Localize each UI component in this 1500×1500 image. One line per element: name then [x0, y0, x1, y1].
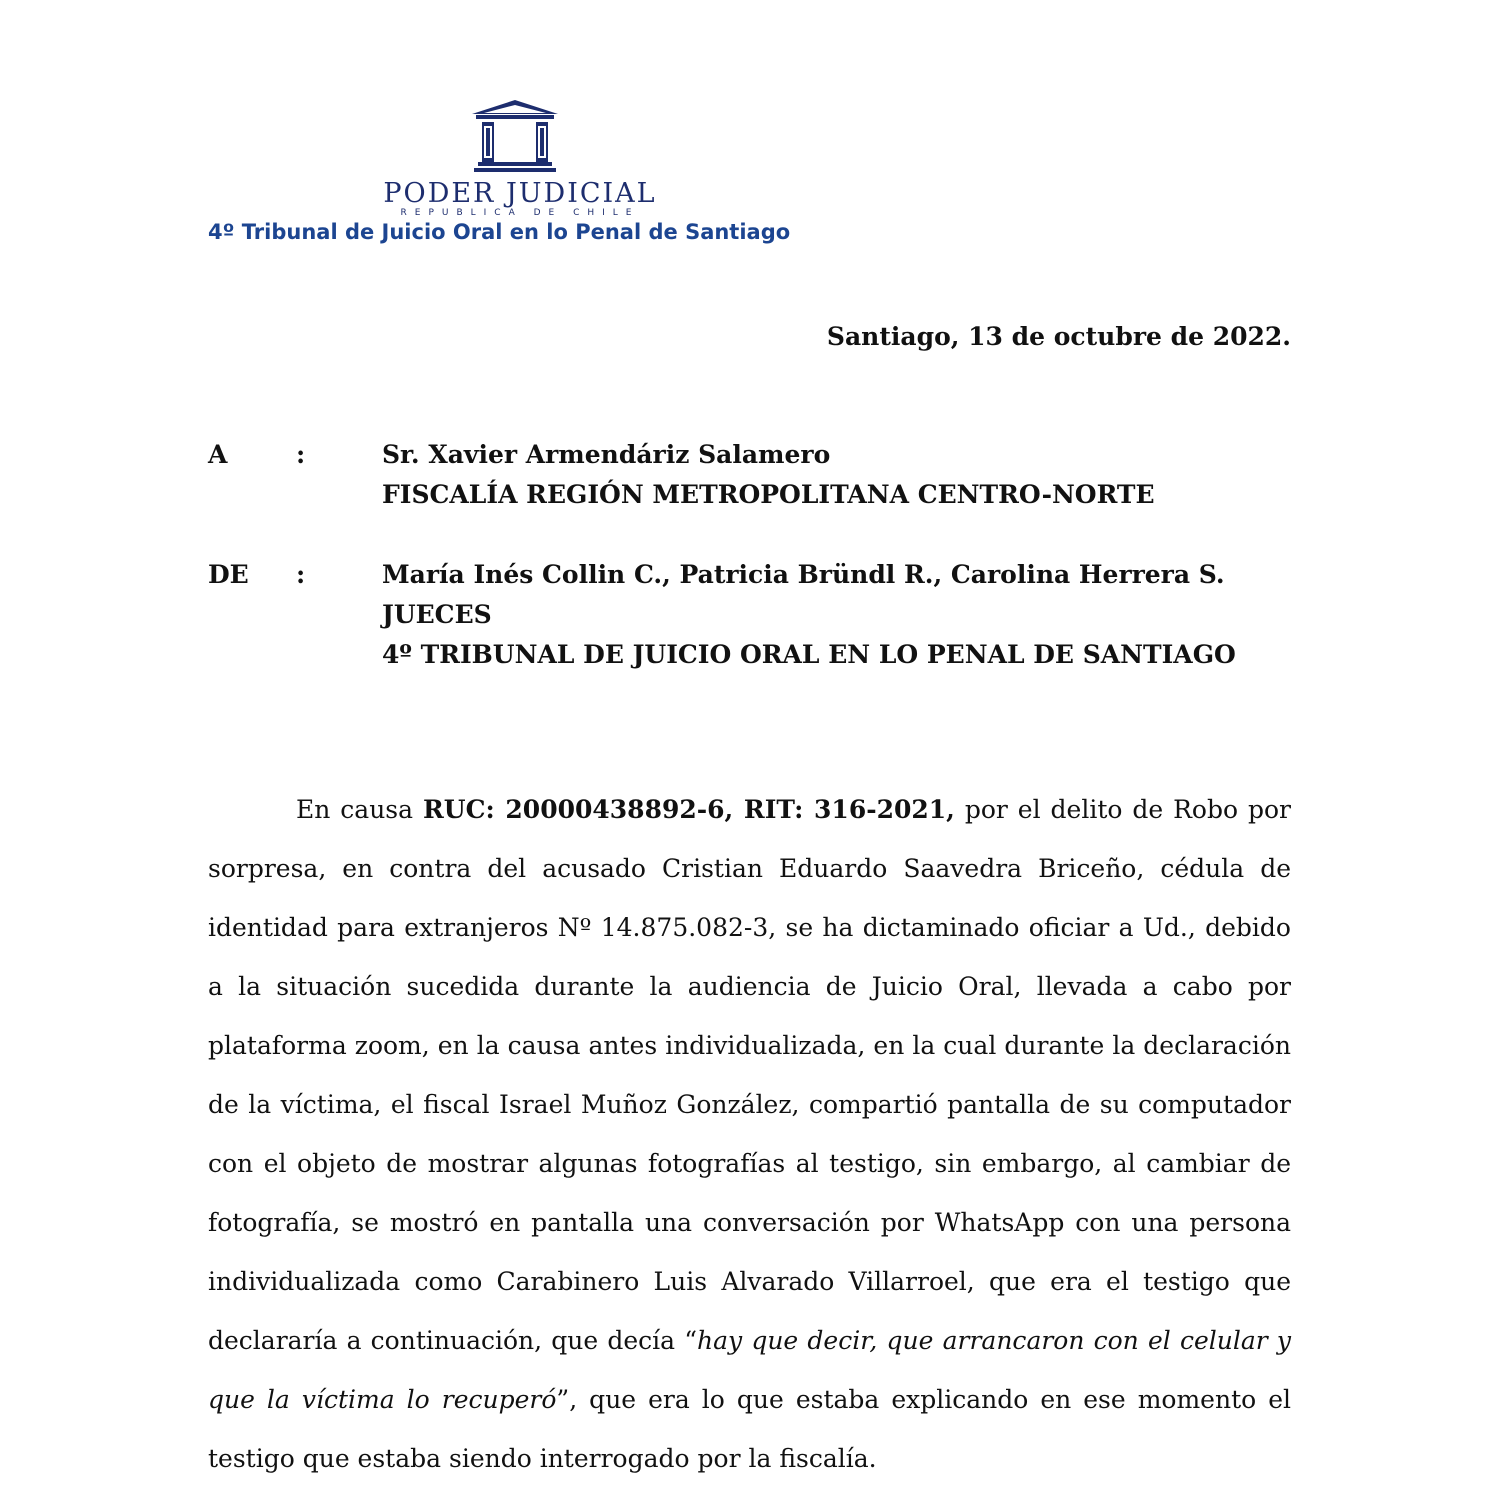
document-date: Santiago, 13 de octubre de 2022.: [826, 322, 1291, 351]
body-paragraph: [208, 780, 1291, 1488]
case-reference: RUC: 20000438892-6, RIT: 316-2021,: [423, 795, 955, 824]
sender-label: DE: [208, 560, 249, 589]
recipient-office: FISCALÍA REGIÓN METROPOLITANA CENTRO-NORTE: [382, 480, 1155, 509]
brand-title: PODER JUDICIAL: [383, 178, 657, 209]
recipient-colon: :: [296, 440, 306, 469]
courthouse-columns-icon: [470, 100, 560, 176]
sender-names: María Inés Collin C., Patricia Bründl R., Carolina Herrera S.: [382, 560, 1225, 589]
court-name: 4º Tribunal de Juicio Oral en lo Penal de Santiago: [208, 220, 791, 244]
body-text: por el delito de Robo por sorpresa, en contra del acusado Cristian Eduardo Saavedra Briceño, cédula de identidad para extranjeros Nº 14.875.082-3, se ha dictaminado oficiar a Ud., debido a la situación sucedida durante la audiencia de Juicio Oral, llevada a cabo por plataforma zoom, en la causa antes individualizada, en la cual durante la declaración de la víctima, el fiscal Israel Muñoz González, compartió pantalla de su computador con el objeto de mostrar algunas fotografías al testigo, sin embargo, al cambiar de fotografía, se mostró en pantalla una conversación por WhatsApp con una persona individualizada como Carabinero Luis Alvarado Villarroel, que era el testigo que declararía a continuación, que decía “: [208, 795, 1291, 1355]
recipient-label: A: [208, 440, 228, 469]
brand-subtitle: REPUBLICA DE CHILE: [400, 208, 640, 218]
sender-court: 4º TRIBUNAL DE JUICIO ORAL EN LO PENAL DE SANTIAGO: [382, 640, 1236, 669]
sender-role: JUECES: [382, 600, 492, 629]
body-text-end: ”, que era lo que estaba explicando en ese momento el testigo que estaba siendo interrogado por la fiscalía.: [208, 1385, 1291, 1473]
whatsapp-quote: hay que decir, que arrancaron con el celular y que la víctima lo recuperó: [208, 1326, 1291, 1414]
body-intro: En causa: [296, 795, 414, 824]
sender-colon: :: [296, 560, 306, 589]
recipient-name: Sr. Xavier Armendáriz Salamero: [382, 440, 831, 469]
